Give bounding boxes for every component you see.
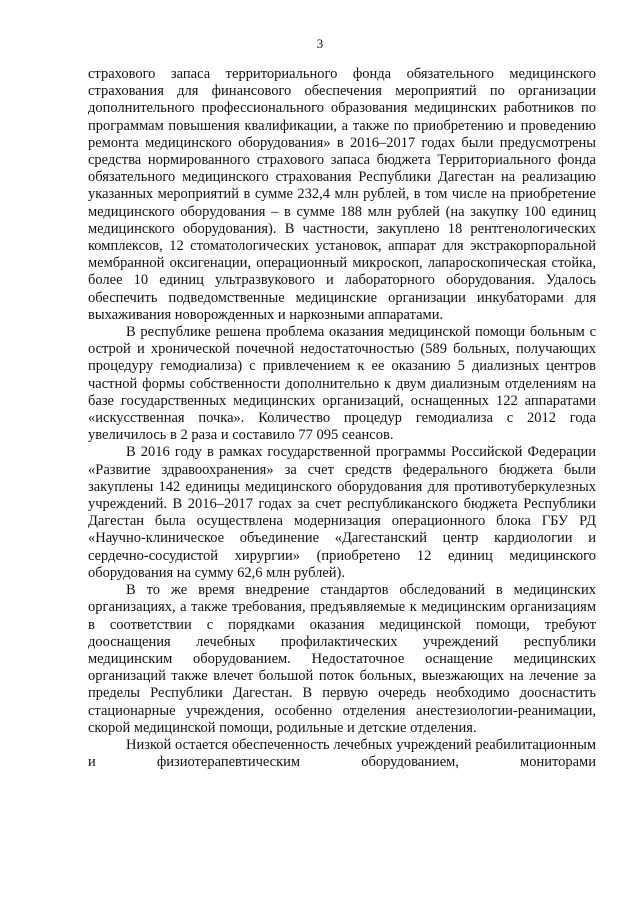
- paragraph-insurance-reserve: страхового запаса территориального фонда обязательного медицинского страхования для финансового обеспечения мероприятий по организации дополнительного профессионального образования медицинских работников по программам повышения квалификации, а также по приобретению и проведению ремонта медицинского оборудования» в 2016–2017 годах были предусмотрены средства нормированного страхового запаса бюджета Территориального фонда обязательного медицинского страхования Республики Дагестан на реализацию указанных мероприятий в сумме 232,4 млн рублей, в том числе на приобретение медицинского оборудования – в сумме 188 млн рублей (на закупку 100 единиц медицинского оборудования). В частности, закуплено 18 рентгенологических комплексов, 12 стоматологических установок, аппарат для экстракорпоральной мембранной оксигенации, операционный микроскоп, лапароскопическая стойка, более 10 единиц ультразвукового и лабораторного оборудования. Удалось обеспечить подведомственные медицинские организации инкубаторами для выхаживания новорожденных и наркозными аппаратами.: [88, 66, 596, 323]
- paragraph-federal-program: В 2016 году в рамках государственной программы Российской Федерации «Развитие здравоохранения» за счет средств федерального бюджета были закуплены 142 единицы медицинского оборудования для противотуберкулезных учреждений. В 2016–2017 годах за счет республиканского бюджета Республики Дагестан была осуществлена модернизация операционного блока ГБУ РД «Научно-клиническое объединение «Дагестанский центр кардиологии и сердечно-сосудистой хирургии» (приобретено 12 единиц медицинского оборудования на сумму 62,6 млн рублей).: [88, 444, 596, 581]
- paragraph-standards: В то же время внедрение стандартов обследований в медицинских организациях, а также требования, предъявляемые к медицинским организациям в соответствии с порядками оказания медицинской помощи, требуют дооснащения лечебных профилактических учреждений республики медицинским оборудованием. Недостаточное оснащение медицинских организаций также влечет большой поток больных, выезжающих на лечение за пределы Республики Дагестан. В первую очередь необходимо дооснастить стационарные учреждения, особенно отделения анестезиологии-реанимации, скорой медицинской помощи, родильные и детские отделения.: [88, 582, 596, 736]
- page-number: 3: [316, 36, 324, 51]
- paragraph-rehabilitation: Низкой остается обеспеченность лечебных учреждений реабилитационным и физиотерапевтическим оборудованием, мониторами: [88, 736, 596, 771]
- paragraph-hemodialysis: В республике решена проблема оказания медицинской помощи больным с острой и хронической почечной недостаточностью (589 больных, получающих процедуру гемодиализа) с привлечением к ее оказанию 5 диализных центров частной формы собственности дополнительно к двум диализным отделениям на базе государственных медицинских организаций, оснащенных 122 аппаратами «искусственная почка». Количество процедур гемодиализа с 2012 года увеличилось в 2 раза и составило 77 095 сеансов.: [88, 324, 596, 444]
- body-text: [88, 66, 596, 771]
